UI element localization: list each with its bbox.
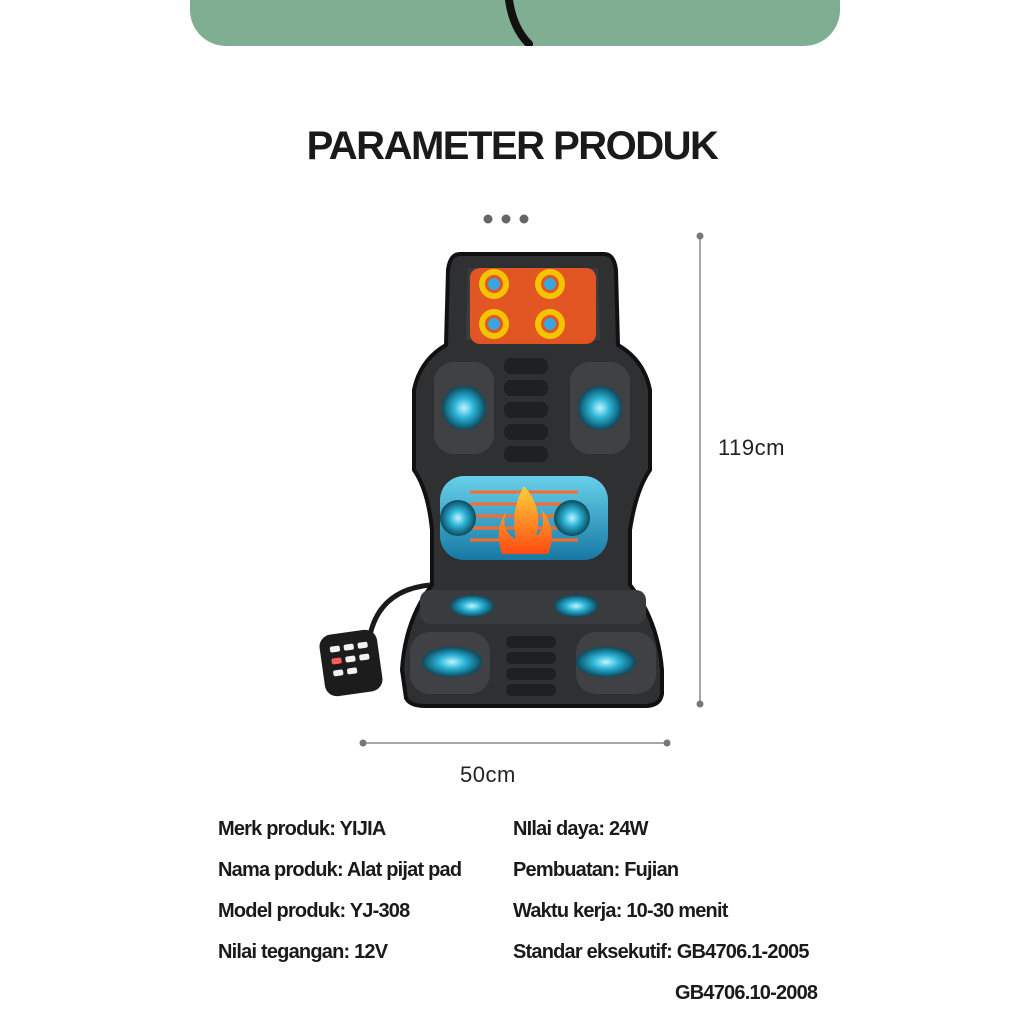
spec-model: Model produk: YJ-308 <box>218 900 410 922</box>
spec-standard-2: GB4706.10-2008 <box>675 982 818 1004</box>
spec-voltage: Nilai tegangan: 12V <box>218 941 388 963</box>
spec-origin: Pembuatan: Fujian <box>513 859 679 881</box>
massage-pad-image <box>310 240 690 720</box>
width-dimension-line <box>355 735 675 751</box>
height-dimension-line <box>690 230 710 710</box>
spec-standard: Standar eksekutif: GB4706.1-2005 <box>513 941 809 963</box>
page-title: PARAMETER PRODUK <box>306 124 718 168</box>
spec-power: NIlai daya: 24W <box>513 818 648 840</box>
cable-graphic <box>505 0 541 46</box>
width-label: 50cm <box>460 762 516 787</box>
spec-product-name: Nama produk: Alat pijat pad <box>218 859 462 881</box>
height-label: 119cm <box>718 435 785 460</box>
spec-brand: Merk produk: YIJIA <box>218 818 386 840</box>
spec-work-time: Waktu kerja: 10-30 menit <box>513 900 728 922</box>
more-dots-icon <box>482 212 530 226</box>
